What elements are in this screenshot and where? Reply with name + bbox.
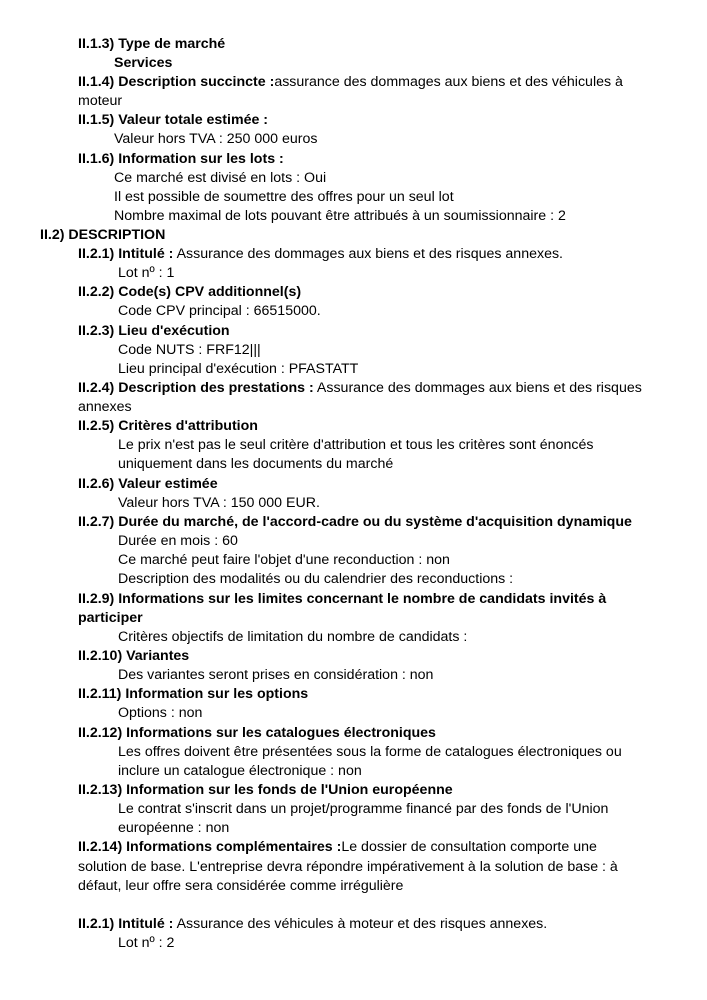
section-heading-lots: II.1.6) Information sur les lots : [78,151,284,167]
section-heading-valeur-totale: II.1.5) Valeur totale estimée : [78,112,269,128]
infos-complementaires-text: Le dossier de consultation comporte une [341,839,597,855]
description-succincte-cont: moteur [78,93,123,109]
limites-value: Critères objectifs de limitation du nombre de candidats : [118,629,468,645]
prestations-text: Assurance des dommages aux biens et des risques [316,380,642,396]
prestations-line [78,379,642,398]
criteres-line: uniquement dans les documents du marché [118,456,394,472]
intitule-line-lot2 [78,915,547,934]
section-heading-fonds-ue: II.2.13) Information sur les fonds de l'Union européenne [78,782,453,798]
section-heading-intitule: II.2.1) Intitulé : [78,246,174,262]
intitule-line-lot1 [78,245,563,264]
criteres-line: Le prix n'est pas le seul critère d'attribution et tous les critères sont énoncés [118,437,594,453]
lot-number: Lot nº : 2 [118,935,175,951]
cpv-value: Code CPV principal : 66515000. [118,303,321,319]
valeur-totale-value: Valeur hors TVA : 250 000 euros [114,131,318,147]
section-heading-variantes: II.2.10) Variantes [78,648,190,664]
lieu-line: Code NUTS : FRF12||| [118,342,261,358]
description-succincte-text: assurance des dommages aux biens et des véhicules à [274,74,623,90]
fonds-ue-line: européenne : non [118,820,230,836]
section-heading-type-marche: II.1.3) Type de marché [78,36,226,52]
section-heading-criteres: II.2.5) Critères d'attribution [78,418,258,434]
section-heading-description-succincte: II.1.4) Description succincte : [78,74,275,90]
description-succincte-line [78,73,623,92]
type-marche-value: Services [114,55,173,71]
section-heading-limites: II.2.9) Informations sur les limites concernant le nombre de candidats invités à [78,591,607,607]
section-heading-limites-cont: participer [78,610,143,626]
section-heading-prestations: II.2.4) Description des prestations : [78,380,314,396]
duree-line: Ce marché peut faire l'objet d'une reconduction : non [118,552,450,568]
duree-line: Description des modalités ou du calendrier des reconductions : [118,571,514,587]
duree-line: Durée en mois : 60 [118,533,238,549]
intitule-text: Assurance des véhicules à moteur et des risques annexes. [176,916,548,932]
infos-complementaires-cont: solution de base. L'entreprise devra répondre impérativement à la solution de base : à [78,859,618,875]
catalogues-line: Les offres doivent être présentées sous la forme de catalogues électroniques ou [118,744,622,760]
section-heading-infos-complementaires: II.2.14) Informations complémentaires : [78,839,342,855]
options-value: Options : non [118,705,203,721]
section-heading-valeur-estimee: II.2.6) Valeur estimée [78,476,218,492]
valeur-estimee-value: Valeur hors TVA : 150 000 EUR. [118,495,320,511]
intitule-text: Assurance des dommages aux biens et des risques annexes. [176,246,563,262]
infos-complementaires-cont: défaut, leur offre sera considérée comme irrégulière [78,878,404,894]
catalogues-line: inclure un catalogue électronique : non [118,763,362,779]
prestations-cont: annexes [78,399,132,415]
lot-number: Lot nº : 1 [118,265,175,281]
section-heading-description: II.2) DESCRIPTION [40,227,166,243]
lieu-line: Lieu principal d'exécution : PFASTATT [118,361,359,377]
lots-line: Nombre maximal de lots pouvant être attribués à un soumissionnaire : 2 [114,208,566,224]
section-heading-options: II.2.11) Information sur les options [78,686,309,702]
section-heading-catalogues: II.2.12) Informations sur les catalogues électroniques [78,725,436,741]
section-heading-cpv: II.2.2) Code(s) CPV additionnel(s) [78,284,302,300]
section-heading-duree: II.2.7) Durée du marché, de l'accord-cadre ou du système d'acquisition dynamique [78,514,632,530]
variantes-value: Des variantes seront prises en considération : non [118,667,434,683]
section-heading-lieu: II.2.3) Lieu d'exécution [78,323,230,339]
lots-line: Il est possible de soumettre des offres pour un seul lot [114,189,454,205]
lots-line: Ce marché est divisé en lots : Oui [114,170,327,186]
section-heading-intitule: II.2.1) Intitulé : [78,916,174,932]
fonds-ue-line: Le contrat s'inscrit dans un projet/programme financé par des fonds de l'Union [118,801,609,817]
infos-complementaires-line [78,838,597,857]
